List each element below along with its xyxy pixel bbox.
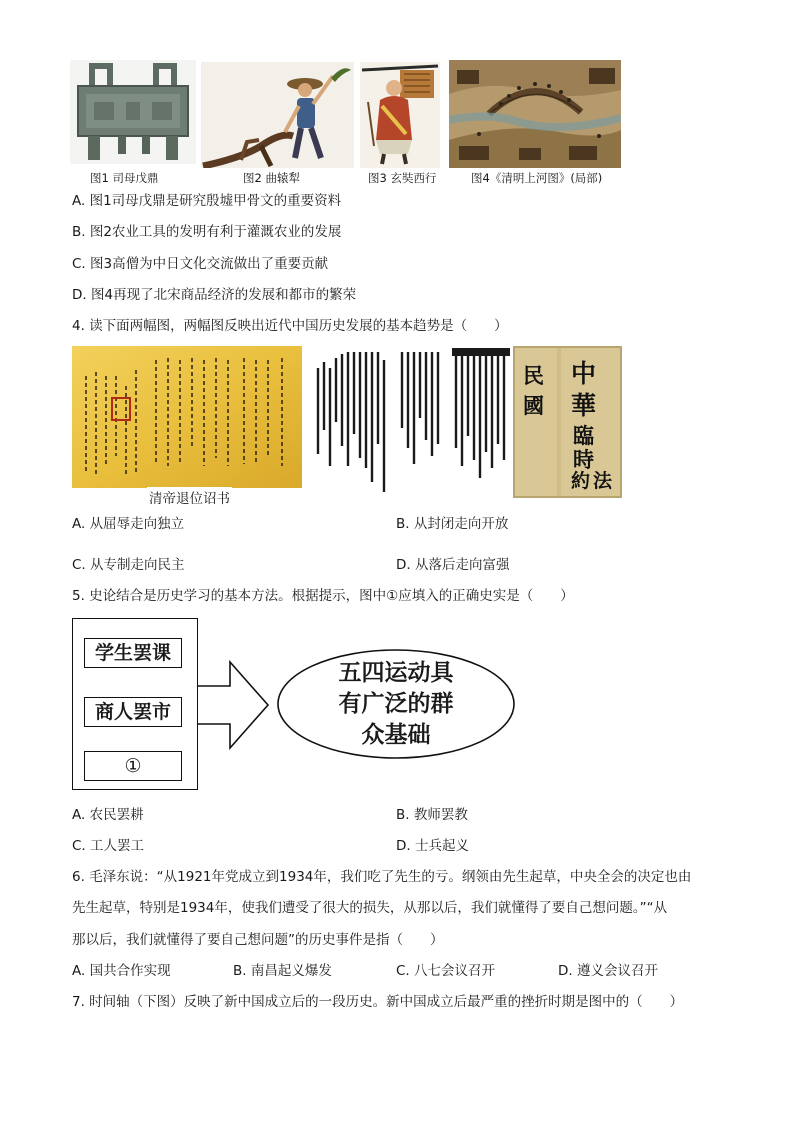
evidence-box-students: 学生罢课 bbox=[84, 638, 182, 668]
q5-option-b: B. 教师罢教 bbox=[396, 807, 468, 823]
cover-char-zhong: 中 bbox=[571, 359, 597, 388]
conclusion-line-1: 五四运动具 bbox=[338, 659, 454, 686]
cover-char-min: 民 bbox=[523, 363, 544, 388]
q6-option-b: B. 南昌起义爆发 bbox=[233, 963, 332, 979]
cover-char-shi: 時 bbox=[573, 447, 594, 472]
q3-option-c: C. 图3高僧为中日文化交流做出了重要贡献 bbox=[72, 256, 329, 272]
cover-char-fa: 法 bbox=[593, 470, 613, 492]
cover-char-yue: 約 bbox=[571, 470, 591, 492]
evidence-box-blank: ① bbox=[84, 751, 182, 781]
q3-option-b: B. 图2农业工具的发明有利于灌溉农业的发展 bbox=[72, 224, 342, 240]
q6-stem-line-3: 那以后，我们就懂得了要自己想问题”的历史事件是指（ ） bbox=[72, 932, 444, 948]
conclusion-ellipse bbox=[276, 648, 516, 760]
caption-figure-3: 图3 玄奘西行 bbox=[368, 171, 437, 185]
image-qingming-shanghe-tu bbox=[449, 60, 621, 168]
q6-stem-line-2: 先生起草，特别是1934年，使我们遭受了很大的损失，从那以后，我们就懂得了要自己想问题。”“从 bbox=[72, 900, 668, 916]
conclusion-line-3: 众基础 bbox=[361, 721, 431, 748]
q5-option-c: C. 工人罢工 bbox=[72, 838, 145, 854]
caption-figure-4: 图4《清明上河图》(局部) bbox=[471, 171, 603, 185]
q5-option-d: D. 士兵起义 bbox=[396, 838, 469, 854]
q4-option-a: A. 从屈辱走向独立 bbox=[72, 516, 185, 532]
q5-flow-diagram bbox=[72, 618, 522, 793]
cover-char-guo: 國 bbox=[523, 393, 544, 418]
image-xuanzang bbox=[360, 62, 440, 168]
arrow-shape bbox=[198, 660, 270, 750]
image-simuwu-ding bbox=[70, 60, 196, 164]
image-printed-document bbox=[314, 348, 510, 498]
q3-option-a: A. 图1司母戊鼎是研究殷墟甲骨文的重要资料 bbox=[72, 193, 342, 209]
evidence-box-merchants: 商人罢市 bbox=[84, 697, 182, 727]
conclusion-line-2: 有广泛的群 bbox=[338, 690, 454, 717]
q3-option-d: D. 图4再现了北宋商品经济的发展和都市的繁荣 bbox=[72, 287, 357, 303]
caption-figure-2: 图2 曲辕犁 bbox=[243, 171, 300, 185]
image-quyuan-plough bbox=[201, 62, 354, 168]
q6-option-c: C. 八七会议召开 bbox=[396, 963, 496, 979]
cover-char-hua: 華 bbox=[571, 391, 597, 420]
q6-option-a: A. 国共合作实现 bbox=[72, 963, 171, 979]
q4-stem: 4. 读下面两幅图，两幅图反映出近代中国历史发展的基本趋势是（ ） bbox=[72, 318, 508, 334]
q6-stem-line-1: 6. 毛泽东说：“从1921年党成立到1934年，我们吃了先生的亏。纲领由先生起草，中央全会的决定也由 bbox=[72, 869, 692, 885]
q4-image-caption: 清帝退位诏书 bbox=[147, 487, 232, 507]
q4-option-d: D. 从落后走向富强 bbox=[396, 557, 510, 573]
q5-stem: 5. 史论结合是历史学习的基本方法。根据提示，图中①应填入的正确史实是（ ） bbox=[72, 588, 574, 604]
q4-option-c: C. 从专制走向民主 bbox=[72, 557, 185, 573]
q5-option-a: A. 农民罢耕 bbox=[72, 807, 144, 823]
q6-option-d: D. 遵义会议召开 bbox=[558, 963, 658, 979]
caption-figure-1: 图1 司母戊鼎 bbox=[90, 171, 159, 185]
q7-stem: 7. 时间轴（下图）反映了新中国成立后的一段历史。新中国成立后最严重的挫折时期是图中的（ ） bbox=[72, 994, 684, 1010]
image-qing-abdication-edict bbox=[72, 346, 302, 488]
cover-char-lin: 臨 bbox=[573, 423, 594, 448]
image-provisional-constitution-cover bbox=[513, 346, 622, 498]
q4-option-b: B. 从封闭走向开放 bbox=[396, 516, 509, 532]
